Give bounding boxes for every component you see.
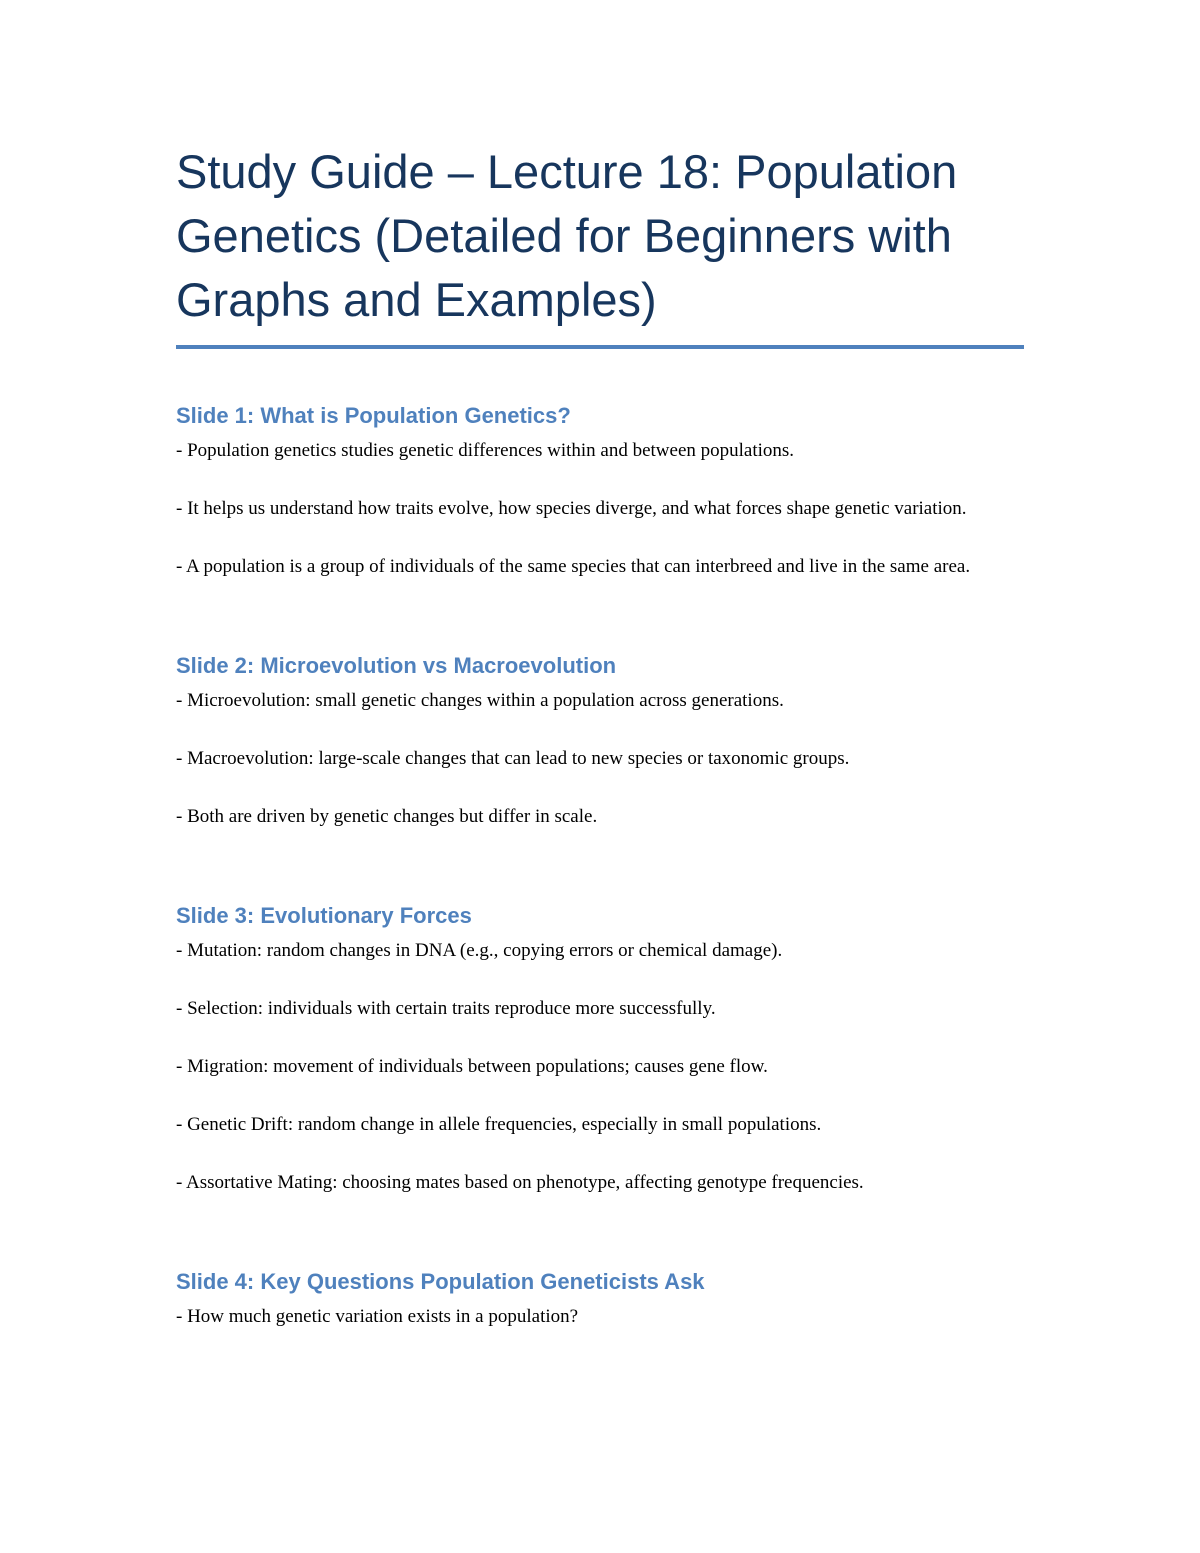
- section-slide-4: [176, 1266, 1024, 1336]
- section-heading: Slide 3: Evolutionary Forces: [176, 903, 472, 928]
- bullet-paragraph: - It helps us understand how traits evolve, how species diverge, and what forces shape genetic variation.: [176, 498, 967, 519]
- bullet-paragraph: - Both are driven by genetic changes but differ in scale.: [176, 806, 598, 827]
- section-slide-3: [176, 900, 1024, 1202]
- bullet-paragraph: - A population is a group of individuals of the same species that can interbreed and live in the same area.: [176, 556, 971, 577]
- bullet-paragraph: - How much genetic variation exists in a population?: [176, 1306, 579, 1327]
- bullet-paragraph: - Macroevolution: large-scale changes that can lead to new species or taxonomic groups.: [176, 748, 850, 769]
- section-slide-1: [176, 400, 1024, 586]
- bullet-paragraph: - Migration: movement of individuals between populations; causes gene flow.: [176, 1056, 768, 1077]
- bullet-paragraph: - Population genetics studies genetic differences within and between populations.: [176, 440, 795, 461]
- title-divider: [176, 345, 1024, 349]
- section-heading: Slide 4: Key Questions Population Geneticists Ask: [176, 1269, 705, 1294]
- bullet-paragraph: - Selection: individuals with certain traits reproduce more successfully.: [176, 998, 716, 1019]
- section-slide-2: [176, 650, 1024, 836]
- bullet-paragraph: - Genetic Drift: random change in allele frequencies, especially in small populations.: [176, 1114, 822, 1135]
- bullet-paragraph: - Microevolution: small genetic changes within a population across generations.: [176, 690, 784, 711]
- section-heading: Slide 2: Microevolution vs Macroevolution: [176, 653, 617, 678]
- document-title: Study Guide – Lecture 18: Population Genetics (Detailed for Beginners with Graphs and Examples): [176, 145, 958, 326]
- document-page: [176, 140, 1024, 1336]
- section-heading: Slide 1: What is Population Genetics?: [176, 403, 571, 428]
- bullet-paragraph: - Mutation: random changes in DNA (e.g., copying errors or chemical damage).: [176, 940, 783, 961]
- bullet-paragraph: - Assortative Mating: choosing mates based on phenotype, affecting genotype frequencies.: [176, 1172, 864, 1193]
